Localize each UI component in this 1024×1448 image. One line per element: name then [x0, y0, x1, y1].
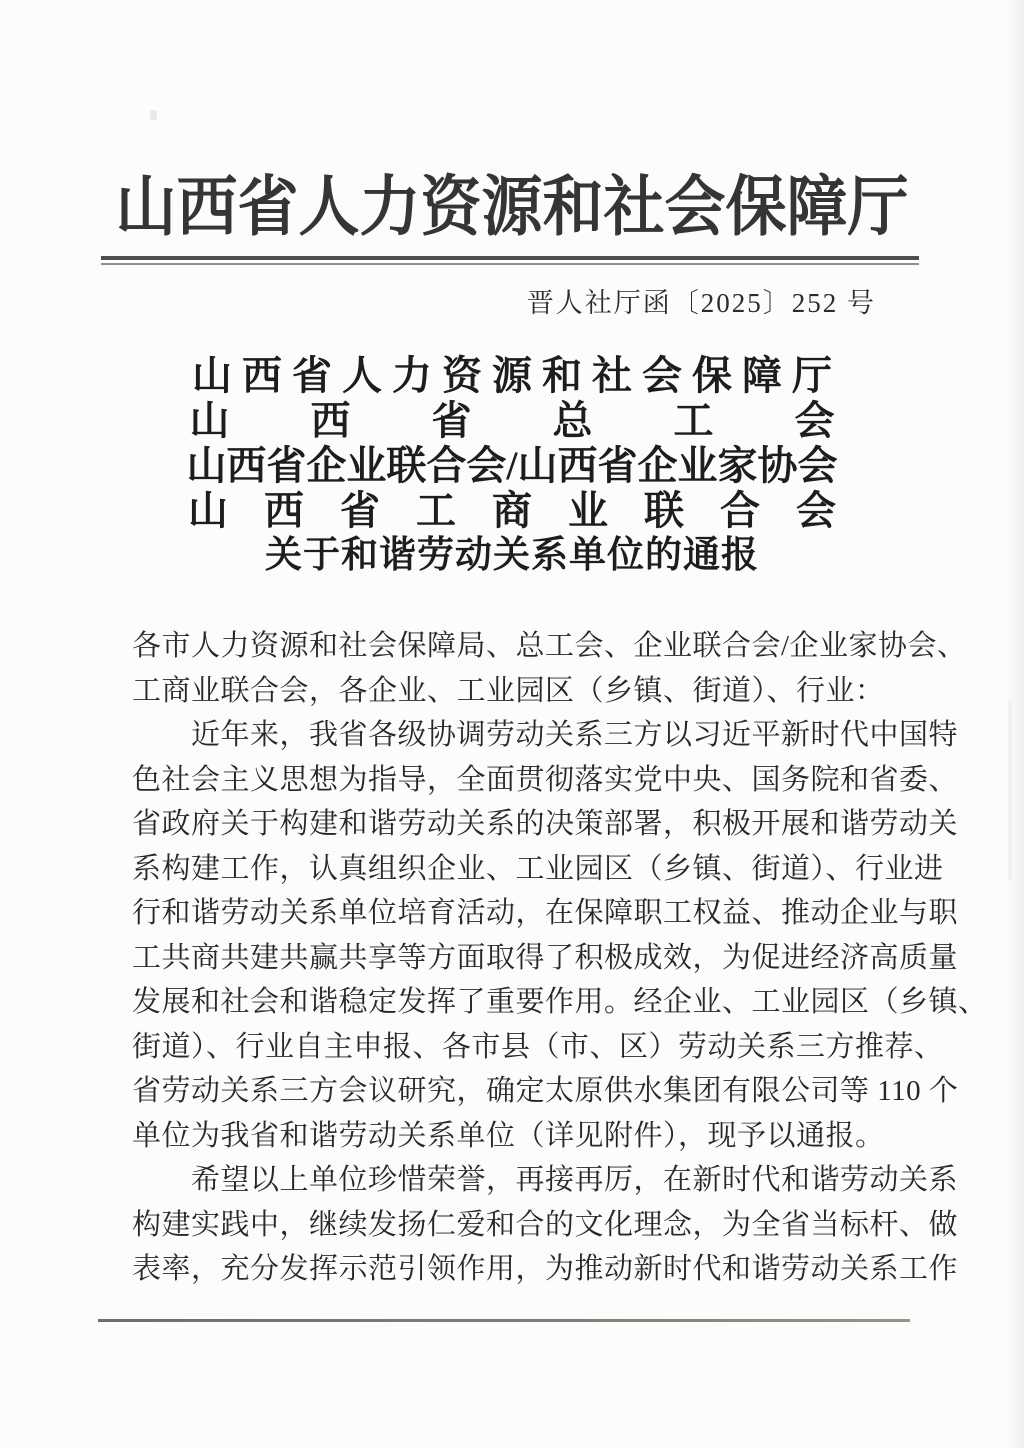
body-line: 构建实践中，继续发扬仁爱和合的文化理念，为全省当标杆、做: [132, 1208, 959, 1241]
title-line-issuer-1: [0, 353, 1024, 398]
title-line-issuer-1-text: 山西省人力资源和社会保障厅: [192, 353, 842, 398]
title-line-issuer-4: [0, 488, 1024, 533]
scan-artifact: [150, 110, 157, 120]
footer-divider: [98, 1319, 910, 1322]
body-line: 省劳动关系三方会议研究，确定太原供水集团有限公司等 110 个: [132, 1075, 959, 1107]
body-line: 工共商共建共赢共享等方面取得了积极成效，为促进经济高质量: [132, 941, 959, 974]
body-line: 工商业联合会，各企业、工业园区（乡镇、街道）、行业：: [132, 674, 885, 707]
body-line: 各市人力资源和社会保障局、总工会、企业联合会/企业家协会、: [132, 630, 967, 662]
body-line: 单位为我省和谐劳动关系单位（详见附件），现予以通报。: [132, 1119, 885, 1152]
divider-thin-line: [101, 263, 919, 265]
document-number: 晋人社厅函〔2025〕252 号: [526, 288, 876, 318]
body-line: 希望以上单位珍惜荣誉，再接再厉，在新时代和谐劳动关系: [191, 1164, 959, 1196]
title-line-issuer-2: [0, 398, 1024, 443]
body-line: 表率，充分发挥示范引领作用，为推动新时代和谐劳动关系工作: [132, 1253, 959, 1285]
body-line: 街道）、行业自主申报、各市县（市、区）劳动关系三方推荐、: [132, 1030, 944, 1063]
title-block: [0, 353, 1024, 578]
letterhead-title: 山西省人力资源和社会保障厅: [115, 172, 909, 244]
body-text: [132, 624, 988, 1292]
body-line: 发展和社会和谐稳定发挥了重要作用。经企业、工业园区（乡镇、: [132, 986, 988, 1018]
letterhead-divider: [101, 256, 919, 265]
body-line: 近年来，我省各级协调劳动关系三方以习近平新时代中国特: [191, 719, 959, 751]
title-line-issuer-4-text: 山西省工商业联合会: [188, 488, 872, 533]
body-line: 色社会主义思想为指导，全面贯彻落实党中央、国务院和省委、: [132, 763, 959, 796]
body-line: 省政府关于构建和谐劳动关系的决策部署，积极开展和谐劳动关: [132, 808, 959, 840]
title-line-subject: [0, 533, 1024, 578]
body-line: 行和谐劳动关系单位培育活动，在保障职工权益、推动企业与职: [132, 897, 959, 929]
title-line-issuer-2-text: 山西省总工会: [189, 398, 916, 443]
scan-artifact: [1008, 700, 1012, 880]
title-line-issuer-3-text: 山西省企业联合会/山西省企业家协会: [186, 443, 838, 488]
title-line-issuer-3: [0, 443, 1024, 488]
divider-thick-line: [101, 256, 919, 260]
body-line: 系构建工作，认真组织企业、工业园区（乡镇、街道）、行业进: [132, 852, 944, 885]
title-line-subject-text: 关于和谐劳动关系单位的通报: [265, 535, 759, 576]
